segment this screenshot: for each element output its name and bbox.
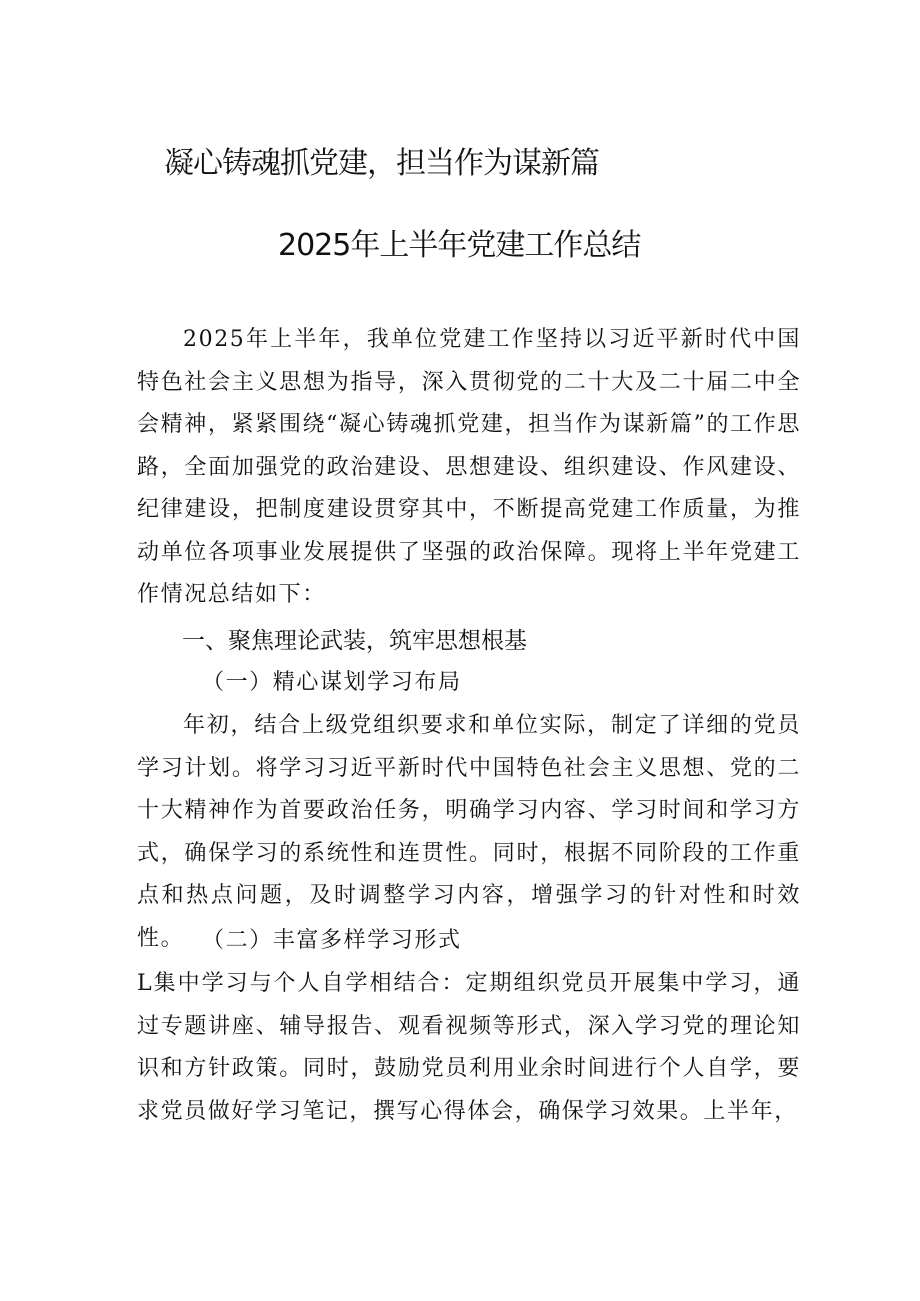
subsection-heading-2: （二）丰富多样学习形式 [202, 928, 462, 953]
section-heading-1: 一、聚焦理论武装，筑牢思想根基 [182, 628, 527, 654]
subsection-paragraph-2: L集中学习与个人自学相结合：定期组织党员开展集中学习，通过专题讲座、辅导报告、观看视频等形式，深入学习党的理论知识和方针政策。同时，鼓励党员利用业余时间进行个人自学，要求党员做好学习笔记，撰写心得体会，确保学习效果。上半年， [137, 971, 801, 1124]
document-title: 凝心铸魂抓党建，担当作为谋新篇 [164, 146, 599, 181]
document-subtitle: 2025年上半年党建工作总结 [278, 228, 641, 263]
intro-paragraph: 2025年上半年，我单位党建工作坚持以习近平新时代中国特色社会主义思想为指导，深入贯彻党的二十大及二十届二中全会精神，紧紧围绕“凝心铸魂抓党建，担当作为谋新篇”的工作思路，全面加强党的政治建设、思想建设、组织建设、作风建设、纪律建设，把制度建设贯穿其中，不断提高党建工作质量，为推动单位各项事业发展提供了坚强的政治保障。现将上半年党建工作情况总结如下： [137, 327, 801, 607]
subsection-heading-1: （一）精心谋划学习布局 [202, 670, 462, 695]
subsection-paragraph-1: 年初，结合上级党组织要求和单位实际，制定了详细的党员学习计划。将学习习近平新时代中国特色社会主义思想、党的二十大精神作为首要政治任务，明确学习内容、学习时间和学习方式，确保学习的系统性和连贯性。同时，根据不同阶段的工作重点和热点问题，及时调整学习内容，增强学习的针对性和时效性。 [137, 713, 801, 951]
